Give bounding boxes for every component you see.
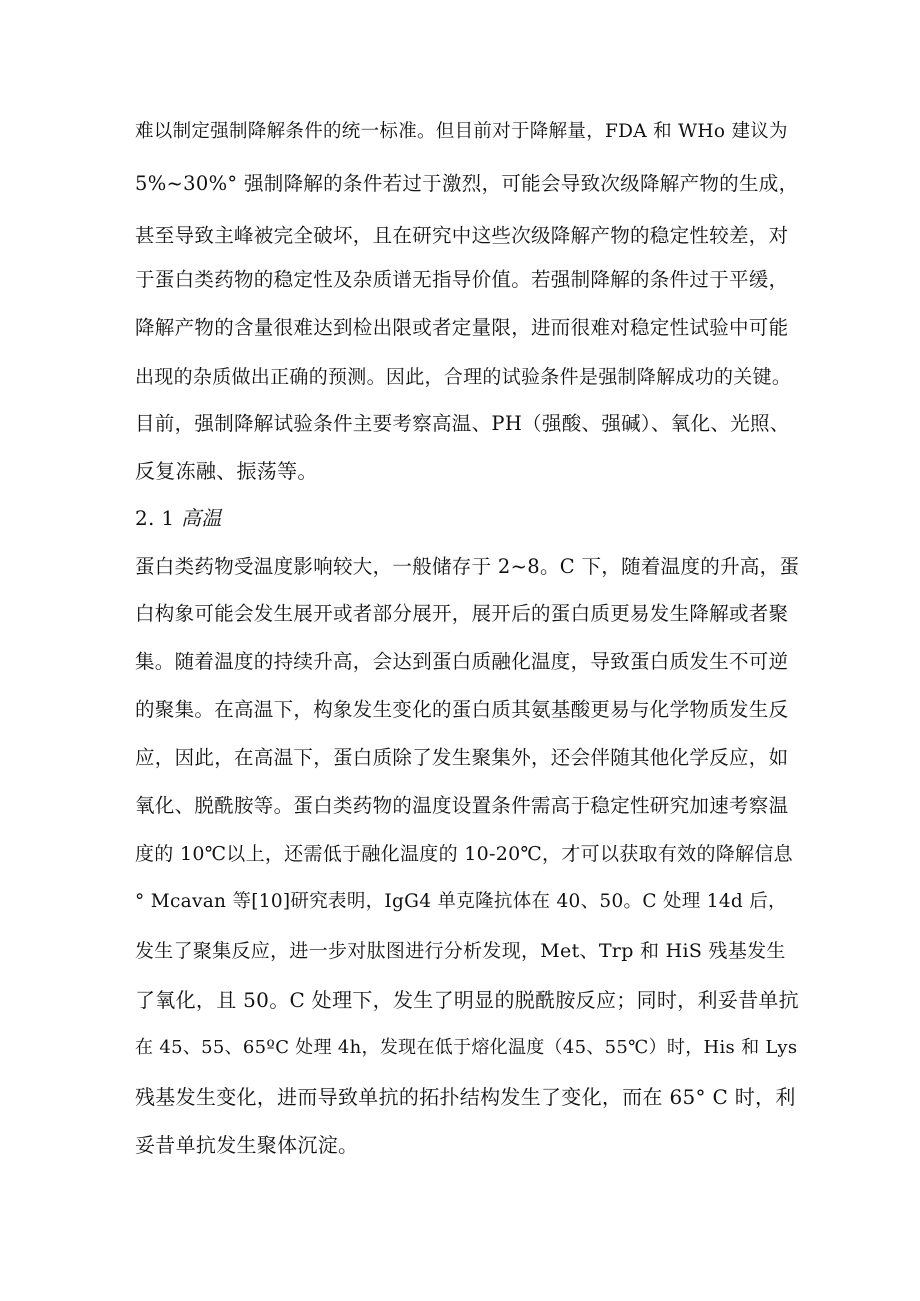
paragraph-2-line-1: 蛋白类药物受温度影响较大，一般储存于 2~8。C 下，随着温度的升高，蛋 xyxy=(135,555,800,578)
paragraph-2-line-4: 的聚集。在高温下，构象发生变化的蛋白质其氨基酸更易与化学物质发生反 xyxy=(135,698,789,721)
paragraph-1-line-4: 于蛋白类药物的稳定性及杂质谱无指导价值。若强制降解的条件过于平缓， xyxy=(135,268,789,291)
section-number: 2. 1 xyxy=(135,506,175,530)
paragraph-2-line-11: 在 45、55、65ºC 处理 4h，发现在低于熔化温度（45、55℃）时，His 和 Lys xyxy=(135,1037,798,1058)
paragraph-1-line-3: 甚至导致主峰被完全破坏，且在研究中这些次级降解产物的稳定性较差，对 xyxy=(135,224,789,247)
paragraph-2-line-3: 集。随着温度的持续升高，会达到蛋白质融化温度，导致蛋白质发生不可逆 xyxy=(135,650,789,673)
paragraph-2-line-9: 发生了聚集反应，进一步对肽图进行分析发现，Met、Trp 和 HiS 残基发生 xyxy=(135,940,786,962)
paragraph-2-line-10: 了氧化，且 50。C 处理下，发生了明显的脱酰胺反应；同时，利妥昔单抗 xyxy=(135,988,799,1012)
paragraph-1-line-2: 5%~30%° 强制降解的条件若过于激烈，可能会导致次级降解产物的生成， xyxy=(135,172,799,195)
paragraph-2-line-6: 氧化、脱酰胺等。蛋白类药物的温度设置条件需高于稳定性研究加速考察温 xyxy=(135,794,789,817)
paragraph-2-line-2: 白构象可能会发生展开或者部分展开，展开后的蛋白质更易发生降解或者聚 xyxy=(135,602,789,625)
paragraph-1-line-5: 降解产物的含量很难达到检出限或者定量限，进而很难对稳定性试验中可能 xyxy=(135,316,789,339)
paragraph-1-line-6: 出现的杂质做出正确的预测。因此，合理的试验条件是强制降解成功的关键。 xyxy=(135,366,792,388)
paragraph-2-line-5: 应，因此，在高温下，蛋白质除了发生聚集外，还会伴随其他化学反应，如 xyxy=(135,746,789,769)
section-title: 高温 xyxy=(181,506,222,530)
paragraph-2-line-12: 残基发生变化，进而导致单抗的拓扑结构发生了变化，而在 65° C 时，利 xyxy=(135,1085,796,1109)
paragraph-2-line-7: 度的 10℃以上，还需低于融化温度的 10-20℃，才可以获取有效的降解信息 xyxy=(135,843,793,865)
paragraph-1-line-1: 难以制定强制降解条件的统一标准。但目前对于降解量，FDA 和 WHo 建议为 xyxy=(135,121,788,142)
section-heading xyxy=(135,504,800,532)
paragraph-1-line-7: 目前，强制降解试验条件主要考察高温、PH（强酸、强碱）、氧化、光照、 xyxy=(135,412,790,435)
paragraph-1-line-8: 反复冻融、振荡等。 xyxy=(135,459,318,483)
paragraph-2-line-8: ° Mcavan 等[10]研究表明，IgG4 单克隆抗体在 40、50。C 处理 14d 后， xyxy=(135,891,787,912)
paragraph-2-line-13: 妥昔单抗发生聚体沉淀。 xyxy=(135,1133,359,1157)
